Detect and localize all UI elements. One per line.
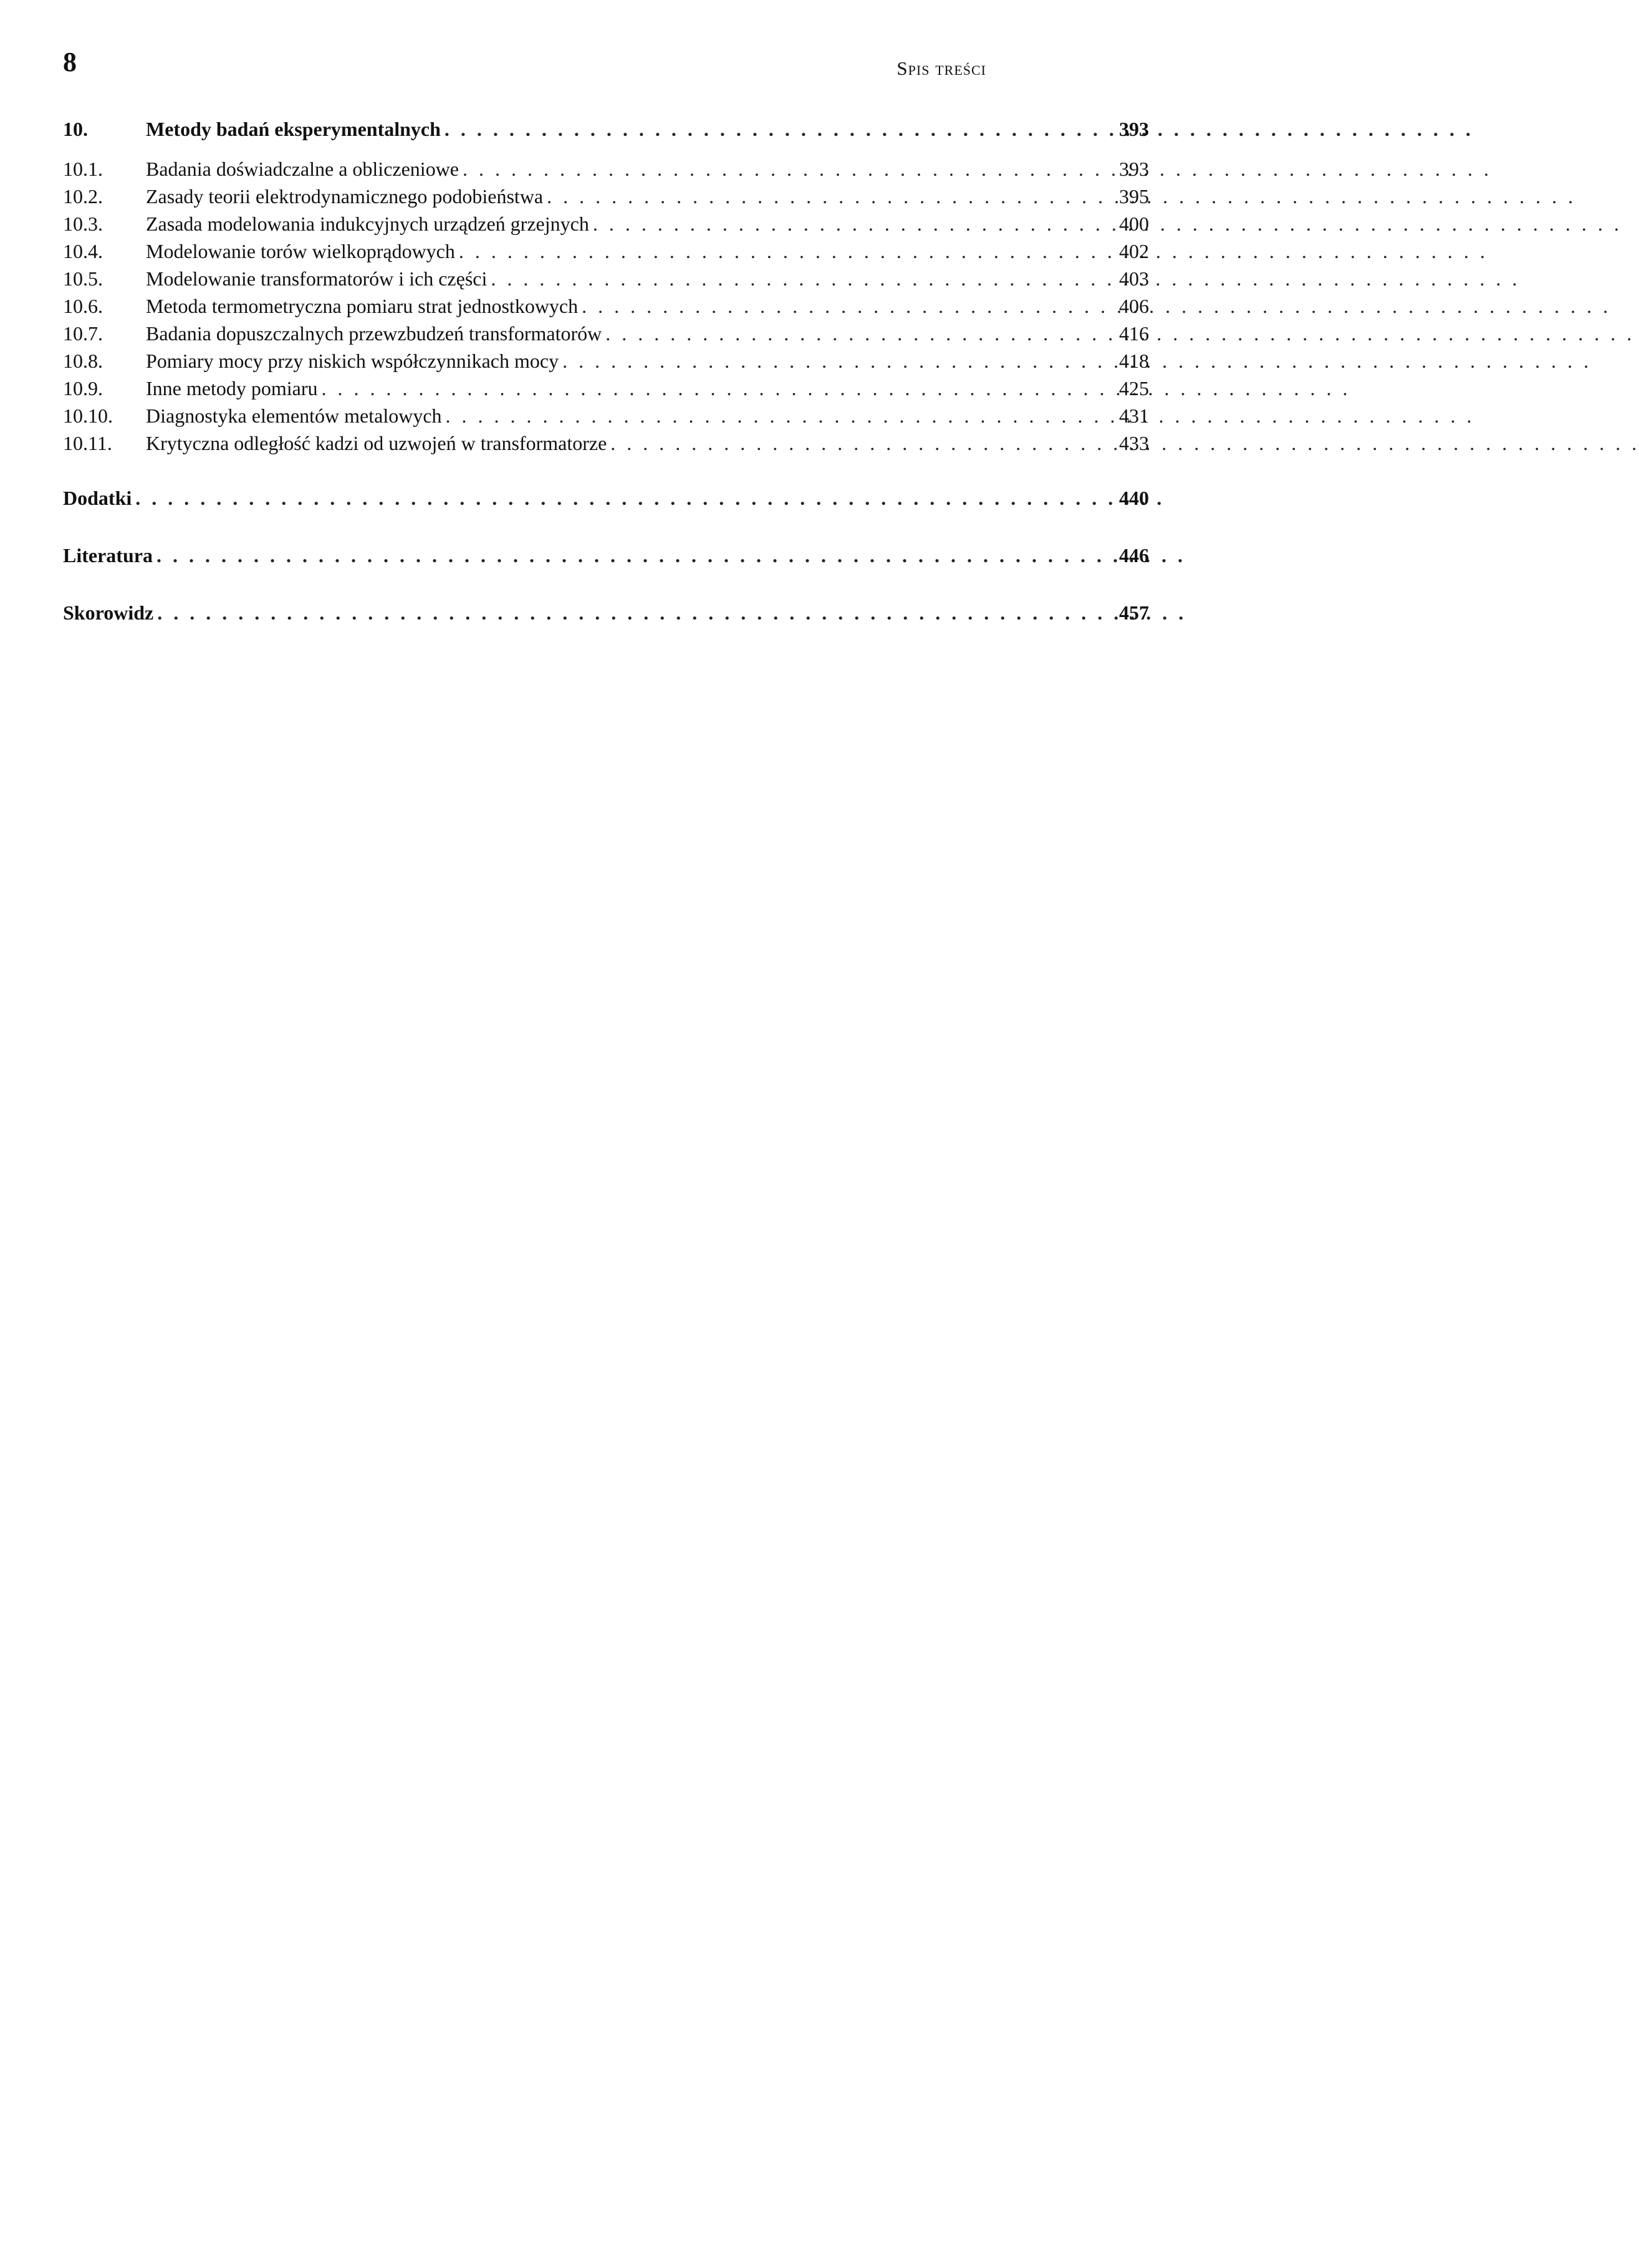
section-number: 10.9. [63,377,103,400]
section-number: 10.6. [63,295,103,317]
toc-back-matter-entry [63,542,1149,569]
section-page: 395 [1119,185,1149,208]
section-page: 418 [1119,350,1149,372]
section-number: 10.2. [63,185,103,208]
table-of-contents [63,115,1149,457]
section-number: 10.1. [63,158,103,180]
chapter-page: 393 [1119,118,1149,140]
back-matter-title: Dodatki [63,487,132,509]
chapter-title: Metody badań eksperymentalnych [146,118,441,140]
page-number: 8 [63,47,77,77]
section-number: 10.11. [63,432,112,454]
toc-section-entry [63,237,1149,265]
section-title: Pomiary mocy przy niskich współczynnikach mocy [146,350,559,372]
toc-section-entry [63,320,1149,347]
toc-section-entry [63,265,1149,292]
section-title: Zasady teorii elektrodynamicznego podobieństwa [146,185,544,208]
section-page: 393 [1119,158,1149,180]
section-page: 403 [1119,267,1149,290]
chapter-number: 10. [63,118,88,140]
running-head: Spis treści [896,57,986,79]
toc-section-entry [63,402,1149,429]
section-title: Zasada modelowania indukcyjnych urządzeń grzejnych [146,213,589,235]
back-matter-title: Skorowidz [63,601,154,624]
section-page: 425 [1119,377,1149,400]
toc-section-entry [63,347,1149,375]
section-number: 10.5. [63,267,103,290]
section-title: Modelowanie torów wielkoprądowych [146,240,455,262]
section-title: Badania dopuszczalnych przewzbudzeń transformatorów [146,322,602,345]
section-title: Inne metody pomiaru [146,377,318,400]
toc-back-matter-entry [63,484,1149,512]
section-page: 416 [1119,322,1149,345]
back-matter-title: Literatura [63,544,153,567]
section-number: 10.7. [63,322,103,345]
section-number: 10.10. [63,404,113,427]
section-title: Diagnostyka elementów metalowych [146,404,442,427]
section-number: 10.8. [63,350,103,372]
section-page: 406 [1119,295,1149,317]
section-title: Metoda termometryczna pomiaru strat jednostkowych [146,295,579,317]
toc-chapter-entry [63,115,1149,143]
section-number: 10.3. [63,213,103,235]
back-matter-page: 440 [1119,487,1149,509]
toc-section-entry [63,292,1149,320]
toc-section-entry [63,429,1149,457]
section-page: 402 [1119,240,1149,262]
back-matter-page: 457 [1119,601,1149,624]
section-page: 433 [1119,432,1149,454]
section-title: Badania doświadczalne a obliczeniowe [146,158,459,180]
section-title: Modelowanie transformatorów i ich części [146,267,488,290]
back-matter-page: 446 [1119,544,1149,567]
section-number: 10.4. [63,240,103,262]
section-title: Krytyczna odległość kadzi od uzwojeń w transformatorze [146,432,607,454]
section-page: 400 [1119,213,1149,235]
toc-section-entry [63,155,1149,183]
toc-section-entry [63,183,1149,210]
toc-back-matter-entry [63,599,1149,626]
back-matter-list [63,484,1149,656]
toc-section-entry [63,210,1149,237]
section-page: 431 [1119,404,1149,427]
toc-section-entry [63,375,1149,402]
